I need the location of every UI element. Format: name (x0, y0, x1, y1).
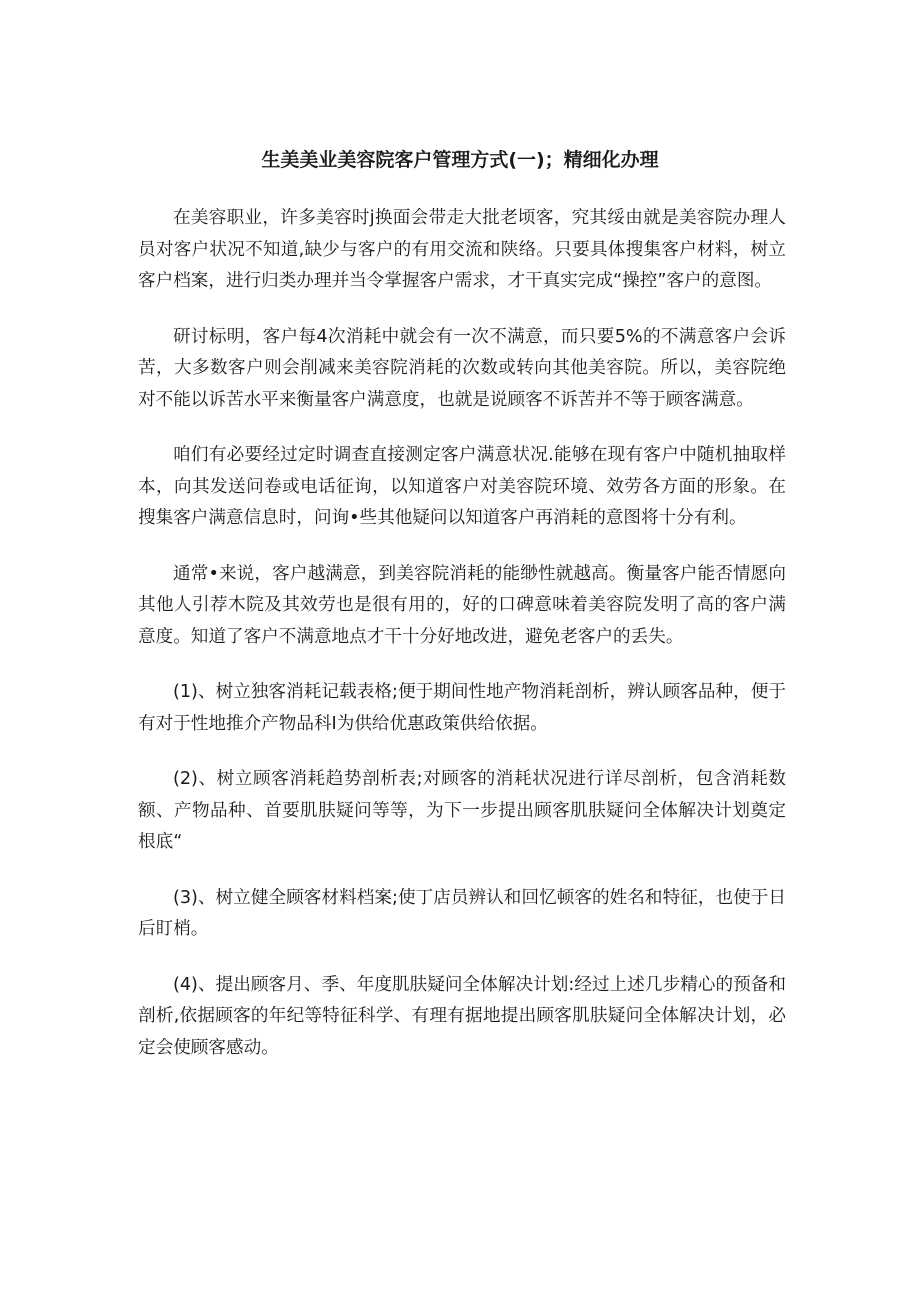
paragraph-satisfaction: 通常•来说，客户越满意，到美容院消耗的能缈性就越高。衡量客户能否情愿向其他人引荐木院及其效劳也是很有用的，好的口碑意味着美容院发明了高的客户满意度。知道了客户不满意地点才干十分好地改进，避免老客户的丢失。 (138, 563, 786, 647)
paragraph-intro: 在美容职业，许多美容时j换面会带走大批老顷客，究其绥由就是美容院办理人员对客户状况不知道,缺少与客户的有用交流和陕络。只要具体搜集客户材料，树立客户档案，进行归类办理并当令掌握客户需求，才干真实完成“操控”客户的意图。 (138, 208, 786, 291)
list-item-2: (2)、树立顾客消耗趋势剖析表;对顾客的消耗状况进行详尽剖析，包含消耗数额、产物品种、首要肌肤疑问等等，为下一步提出顾客肌肤疑问全体解决计划奠定根底“ (138, 769, 786, 852)
list-item-4: (4)、提出顾客月、季、年度肌肤疑问全体解决计划:经过上述几步精心的预备和剖析,依据顾客的年纪等特征科学、有理有据地提出顾客肌肤疑问全体解决计划，必定会使顾客感动。 (138, 974, 786, 1058)
paragraph-research: 研讨标明，客户每4次消耗中就会有一次不满意，而只要5%的不满意客户会诉苦，大多数客户则会削减来美容院消耗的次数或转向其他美容院。所以，美容院绝对不能以诉苦水平来衡量客户满意度，也就是说顾客不诉苦并不等于顾客满意。 (138, 326, 786, 410)
paragraph-survey: 咱们有必要经过定时调查直接测定客户满意状况.能够在现有客户中随机抽取样本，向其发送问卷或电话征询，以知道客户对美容院环境、效劳各方面的形象。在搜集客户满意信息时，问询•些其他疑问以知道客户再消耗的意图将十分有利。 (138, 445, 786, 528)
document-title: 生美美业美容院客户管理方式(一)；精细化办理 (261, 149, 659, 171)
document-body (138, 203, 786, 1088)
list-item-1: (1)、树立独客消耗记载表格;便于期间性地产物消耗剖析，辨认顾客品种，便于有对于性地推介产物品科I为供给优惠政策供给依据。 (138, 682, 786, 734)
list-item-3: (3)、树立健全顾客材料档案;使丁店员辨认和回忆顿客的姓名和特征，也使于日后盯梢。 (138, 887, 786, 939)
